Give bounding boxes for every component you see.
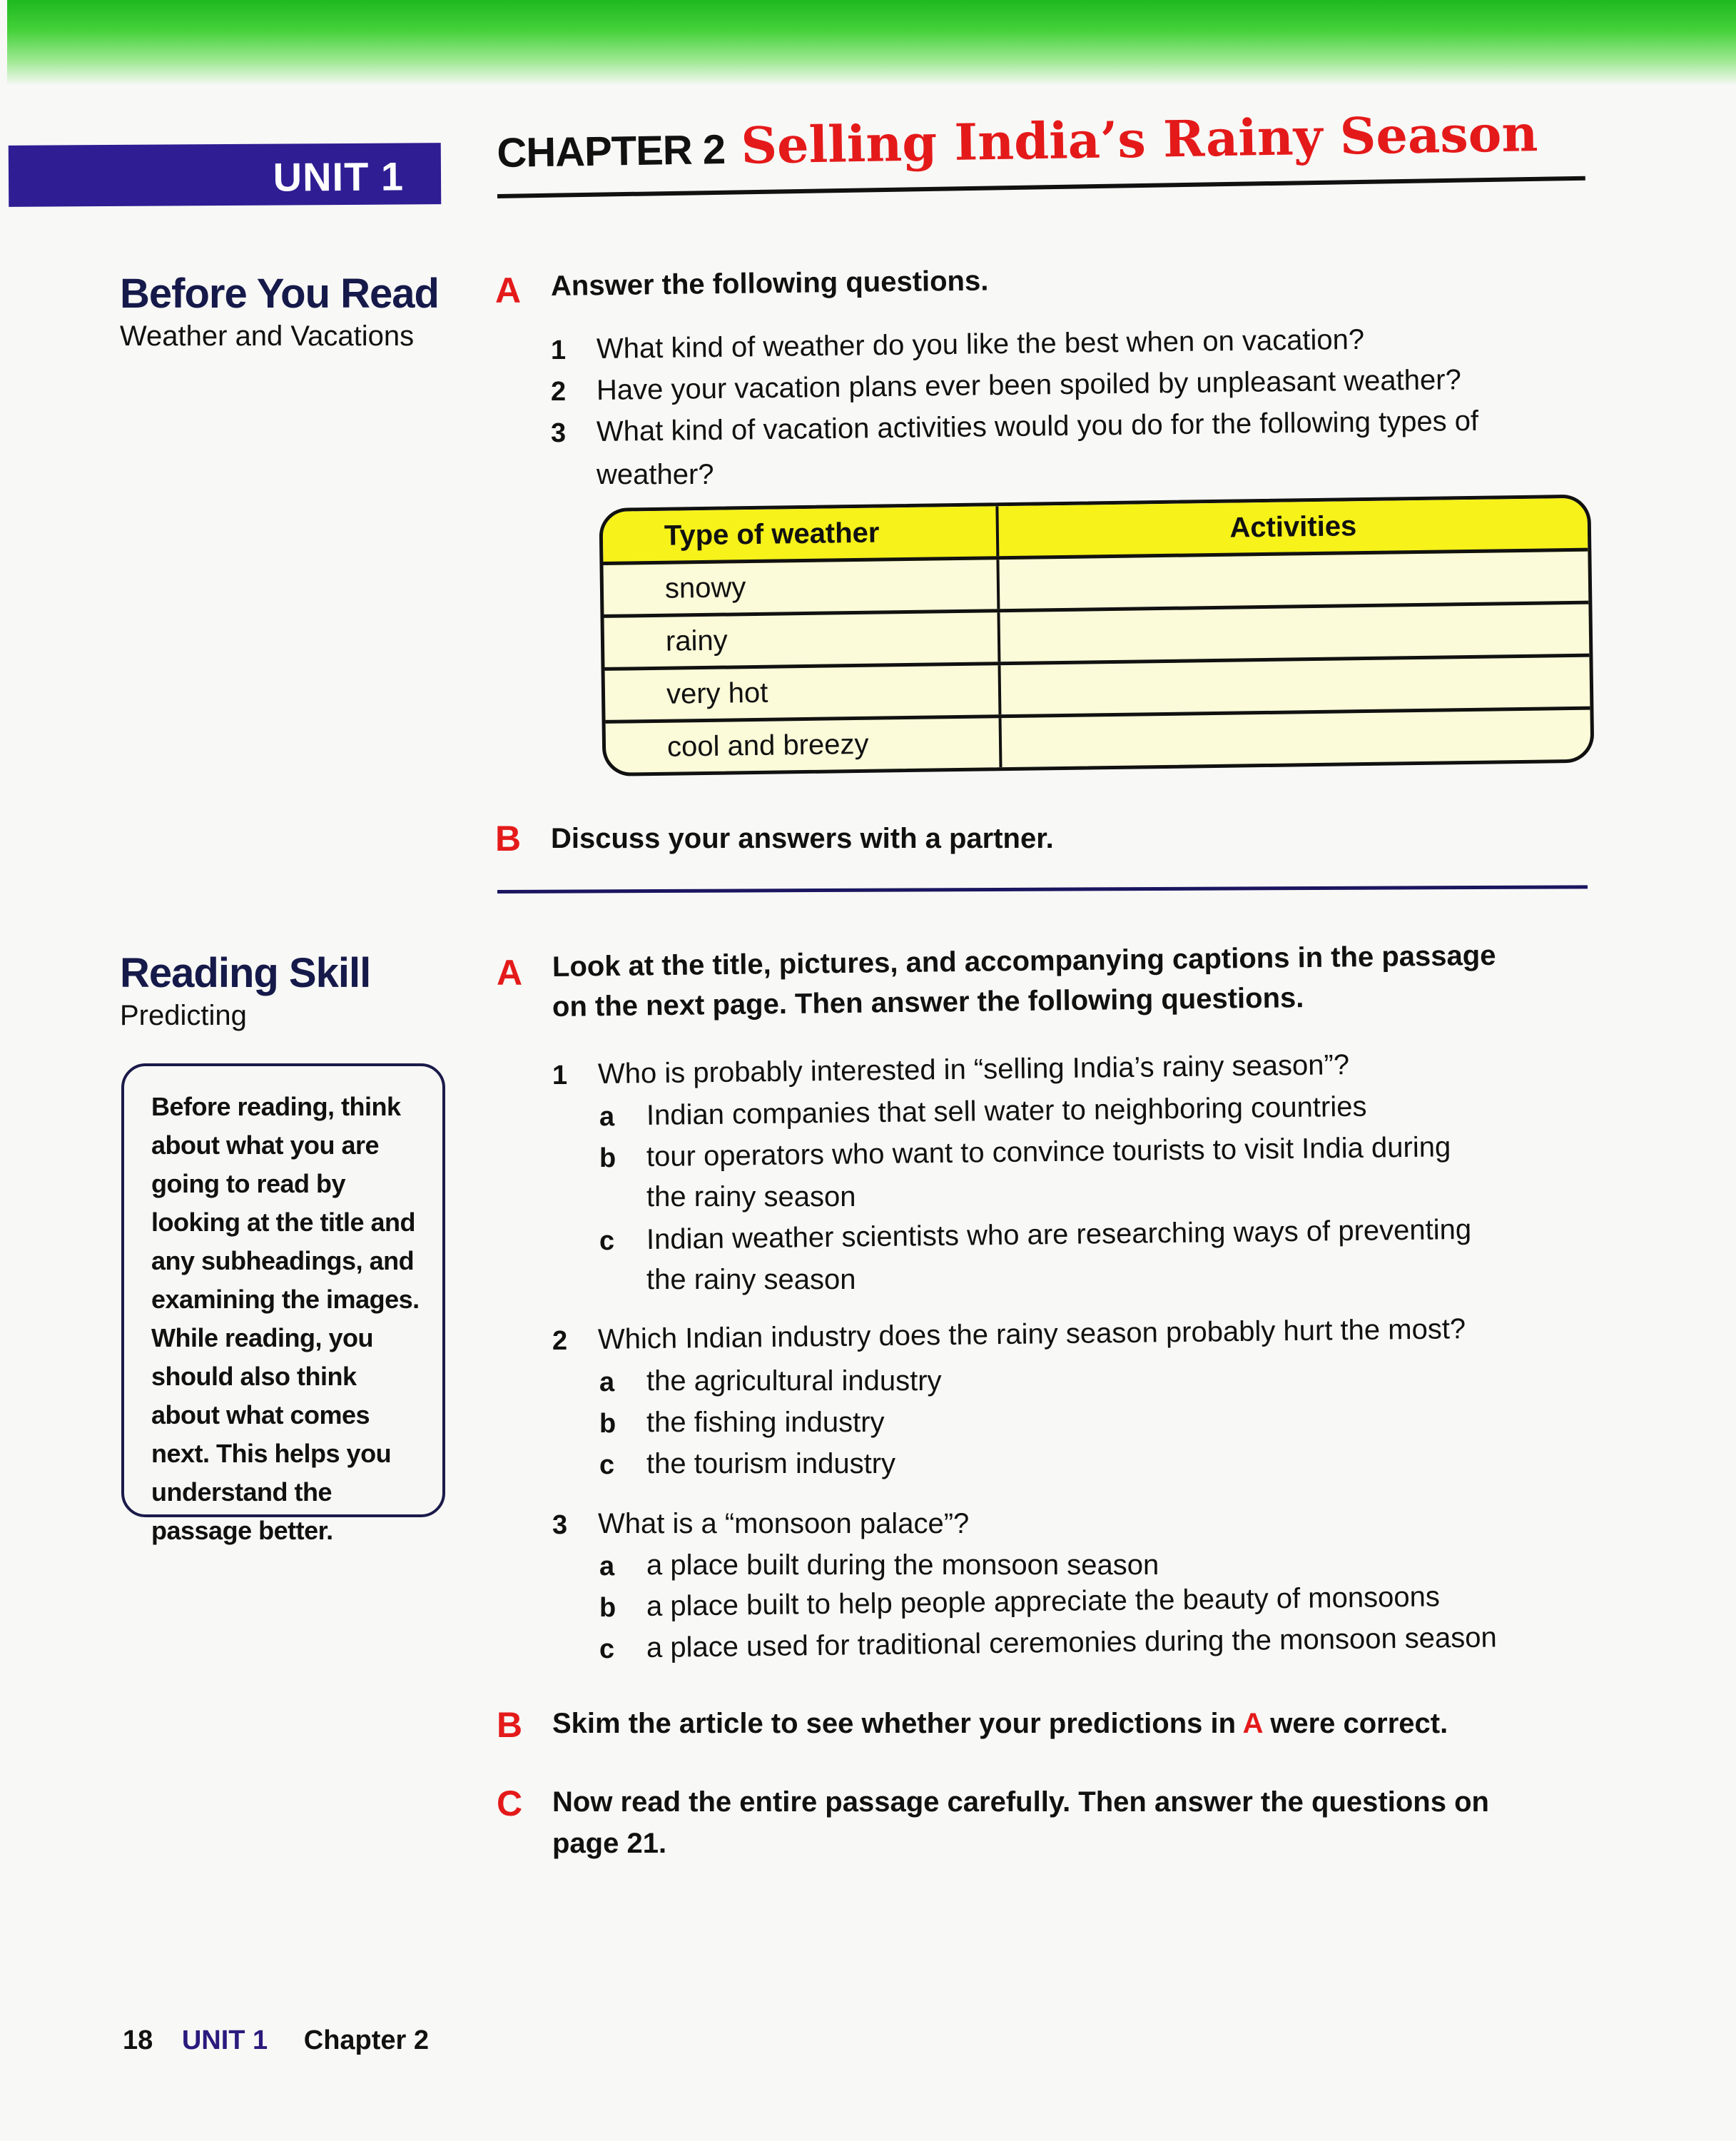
column-header-weather: Type of weather xyxy=(602,506,999,562)
question-text: What kind of weather do you like the best when on vacation? xyxy=(596,323,1365,365)
option-letter: c xyxy=(599,1450,615,1480)
question-number: 3 xyxy=(552,1510,568,1540)
option-text[interactable]: the fishing industry xyxy=(646,1407,885,1438)
reading-skill-subtitle: Predicting xyxy=(120,1000,247,1031)
column-header-activities: Activities xyxy=(1229,510,1357,544)
question-text: Have your vacation plans ever been spoiled by unpleasant weather? xyxy=(596,364,1462,406)
option-letter: a xyxy=(599,1367,615,1397)
option-text[interactable]: the tourism industry xyxy=(646,1448,896,1479)
option-text[interactable]: a place built during the monsoon season xyxy=(646,1549,1159,1581)
option-text[interactable]: the agricultural industry xyxy=(646,1365,942,1397)
question-text-continued: weather? xyxy=(597,459,714,490)
question-number: 1 xyxy=(551,335,567,365)
weather-cell: rainy xyxy=(604,612,1001,667)
section-divider xyxy=(497,885,1588,894)
section-a-letter: A xyxy=(495,270,522,310)
option-text[interactable]: Indian companies that sell water to neighboring countries xyxy=(646,1090,1367,1131)
question-text: Which Indian industry does the rainy season probably hurt the most? xyxy=(597,1313,1466,1355)
activities-cell[interactable] xyxy=(999,552,1588,609)
skill-section-a-letter: A xyxy=(497,953,523,993)
skill-section-c-letter: C xyxy=(497,1783,523,1823)
skill-section-b-ref-letter: A xyxy=(1242,1708,1263,1739)
option-letter: b xyxy=(599,1593,616,1623)
option-text[interactable]: a place used for traditional ceremonies during the monsoon season xyxy=(646,1621,1498,1664)
before-you-read-heading xyxy=(120,270,439,353)
before-you-read-subtitle: Weather and Vacations xyxy=(120,320,415,352)
question-number: 3 xyxy=(551,418,567,448)
option-text-continued: the rainy season xyxy=(646,1181,856,1213)
reading-skill-heading xyxy=(120,949,370,1032)
option-text[interactable]: a place built to help people appreciate the beauty of monsoons xyxy=(646,1581,1441,1622)
skill-section-b-text-post: were correct. xyxy=(1270,1708,1448,1739)
skill-section-c-instruction-line1: Now read the entire passage carefully. Then answer the questions on xyxy=(552,1786,1489,1818)
footer-chapter: Chapter 2 xyxy=(303,2025,430,2055)
option-letter: a xyxy=(599,1552,615,1581)
weather-activities-table xyxy=(599,495,1594,776)
chapter-title: Selling India’s Rainy Season xyxy=(740,103,1538,176)
reading-skill-tip-box xyxy=(121,1063,445,1545)
option-text[interactable]: Indian weather scientists who are researching ways of preventing xyxy=(646,1213,1472,1255)
section-b-letter: B xyxy=(495,819,522,859)
skill-section-a-instruction-line2: on the next page. Then answer the following questions. xyxy=(552,982,1304,1023)
reading-skill-title: Reading Skill xyxy=(120,950,371,996)
unit-label: UNIT 1 xyxy=(273,153,405,200)
activities-cell[interactable] xyxy=(1001,657,1590,715)
unit-banner xyxy=(9,143,442,207)
footer-unit: UNIT 1 xyxy=(181,2025,268,2055)
skill-section-b-instruction xyxy=(552,1703,1448,1744)
page-footer xyxy=(123,2025,429,2056)
option-text-continued: the rainy season xyxy=(646,1264,856,1295)
section-a-instruction: Answer the following questions. xyxy=(550,265,989,302)
question-text: What kind of vacation activities would you do for the following types of xyxy=(596,405,1479,447)
activities-cell[interactable] xyxy=(1002,710,1591,768)
header-color-band xyxy=(7,0,1736,86)
chapter-label: CHAPTER 2 xyxy=(496,126,726,177)
chapter-heading xyxy=(497,103,1582,179)
question-text: Who is probably interested in “selling India’s rainy season”? xyxy=(597,1049,1350,1090)
skill-section-b-letter: B xyxy=(497,1705,523,1745)
question-number: 2 xyxy=(551,377,567,407)
question-number: 2 xyxy=(552,1326,568,1356)
chapter-title-rule xyxy=(497,176,1585,198)
option-letter: c xyxy=(599,1634,615,1664)
weather-cell: very hot xyxy=(605,665,1002,720)
option-letter: b xyxy=(599,1143,616,1173)
page-number: 18 xyxy=(123,2025,153,2055)
option-text[interactable]: tour operators who want to convince tourists to visit India during xyxy=(646,1131,1451,1173)
section-b-instruction: Discuss your answers with a partner. xyxy=(551,823,1054,854)
weather-cell: cool and breezy xyxy=(606,718,1002,773)
skill-section-c-instruction-line2: page 21. xyxy=(552,1828,667,1859)
weather-cell: snowy xyxy=(603,560,1000,614)
skill-section-b-text-pre: Skim the article to see whether your predictions in xyxy=(552,1708,1237,1739)
before-you-read-title: Before You Read xyxy=(120,270,439,317)
option-letter: a xyxy=(599,1102,615,1132)
skill-section-a-instruction-line1: Look at the title, pictures, and accompanying captions in the passage xyxy=(552,939,1496,983)
activities-cell[interactable] xyxy=(1000,604,1589,662)
option-letter: c xyxy=(599,1226,615,1256)
option-letter: b xyxy=(599,1409,616,1439)
reading-skill-tip-text: Before reading, think about what you are going to read by looking at the title and any subheadings, and examining the images. While reading, you should also think about what comes next. This helps you understand the passage better. xyxy=(151,1092,420,1545)
question-text: What is a “monsoon palace”? xyxy=(598,1508,970,1539)
question-number: 1 xyxy=(552,1061,568,1090)
